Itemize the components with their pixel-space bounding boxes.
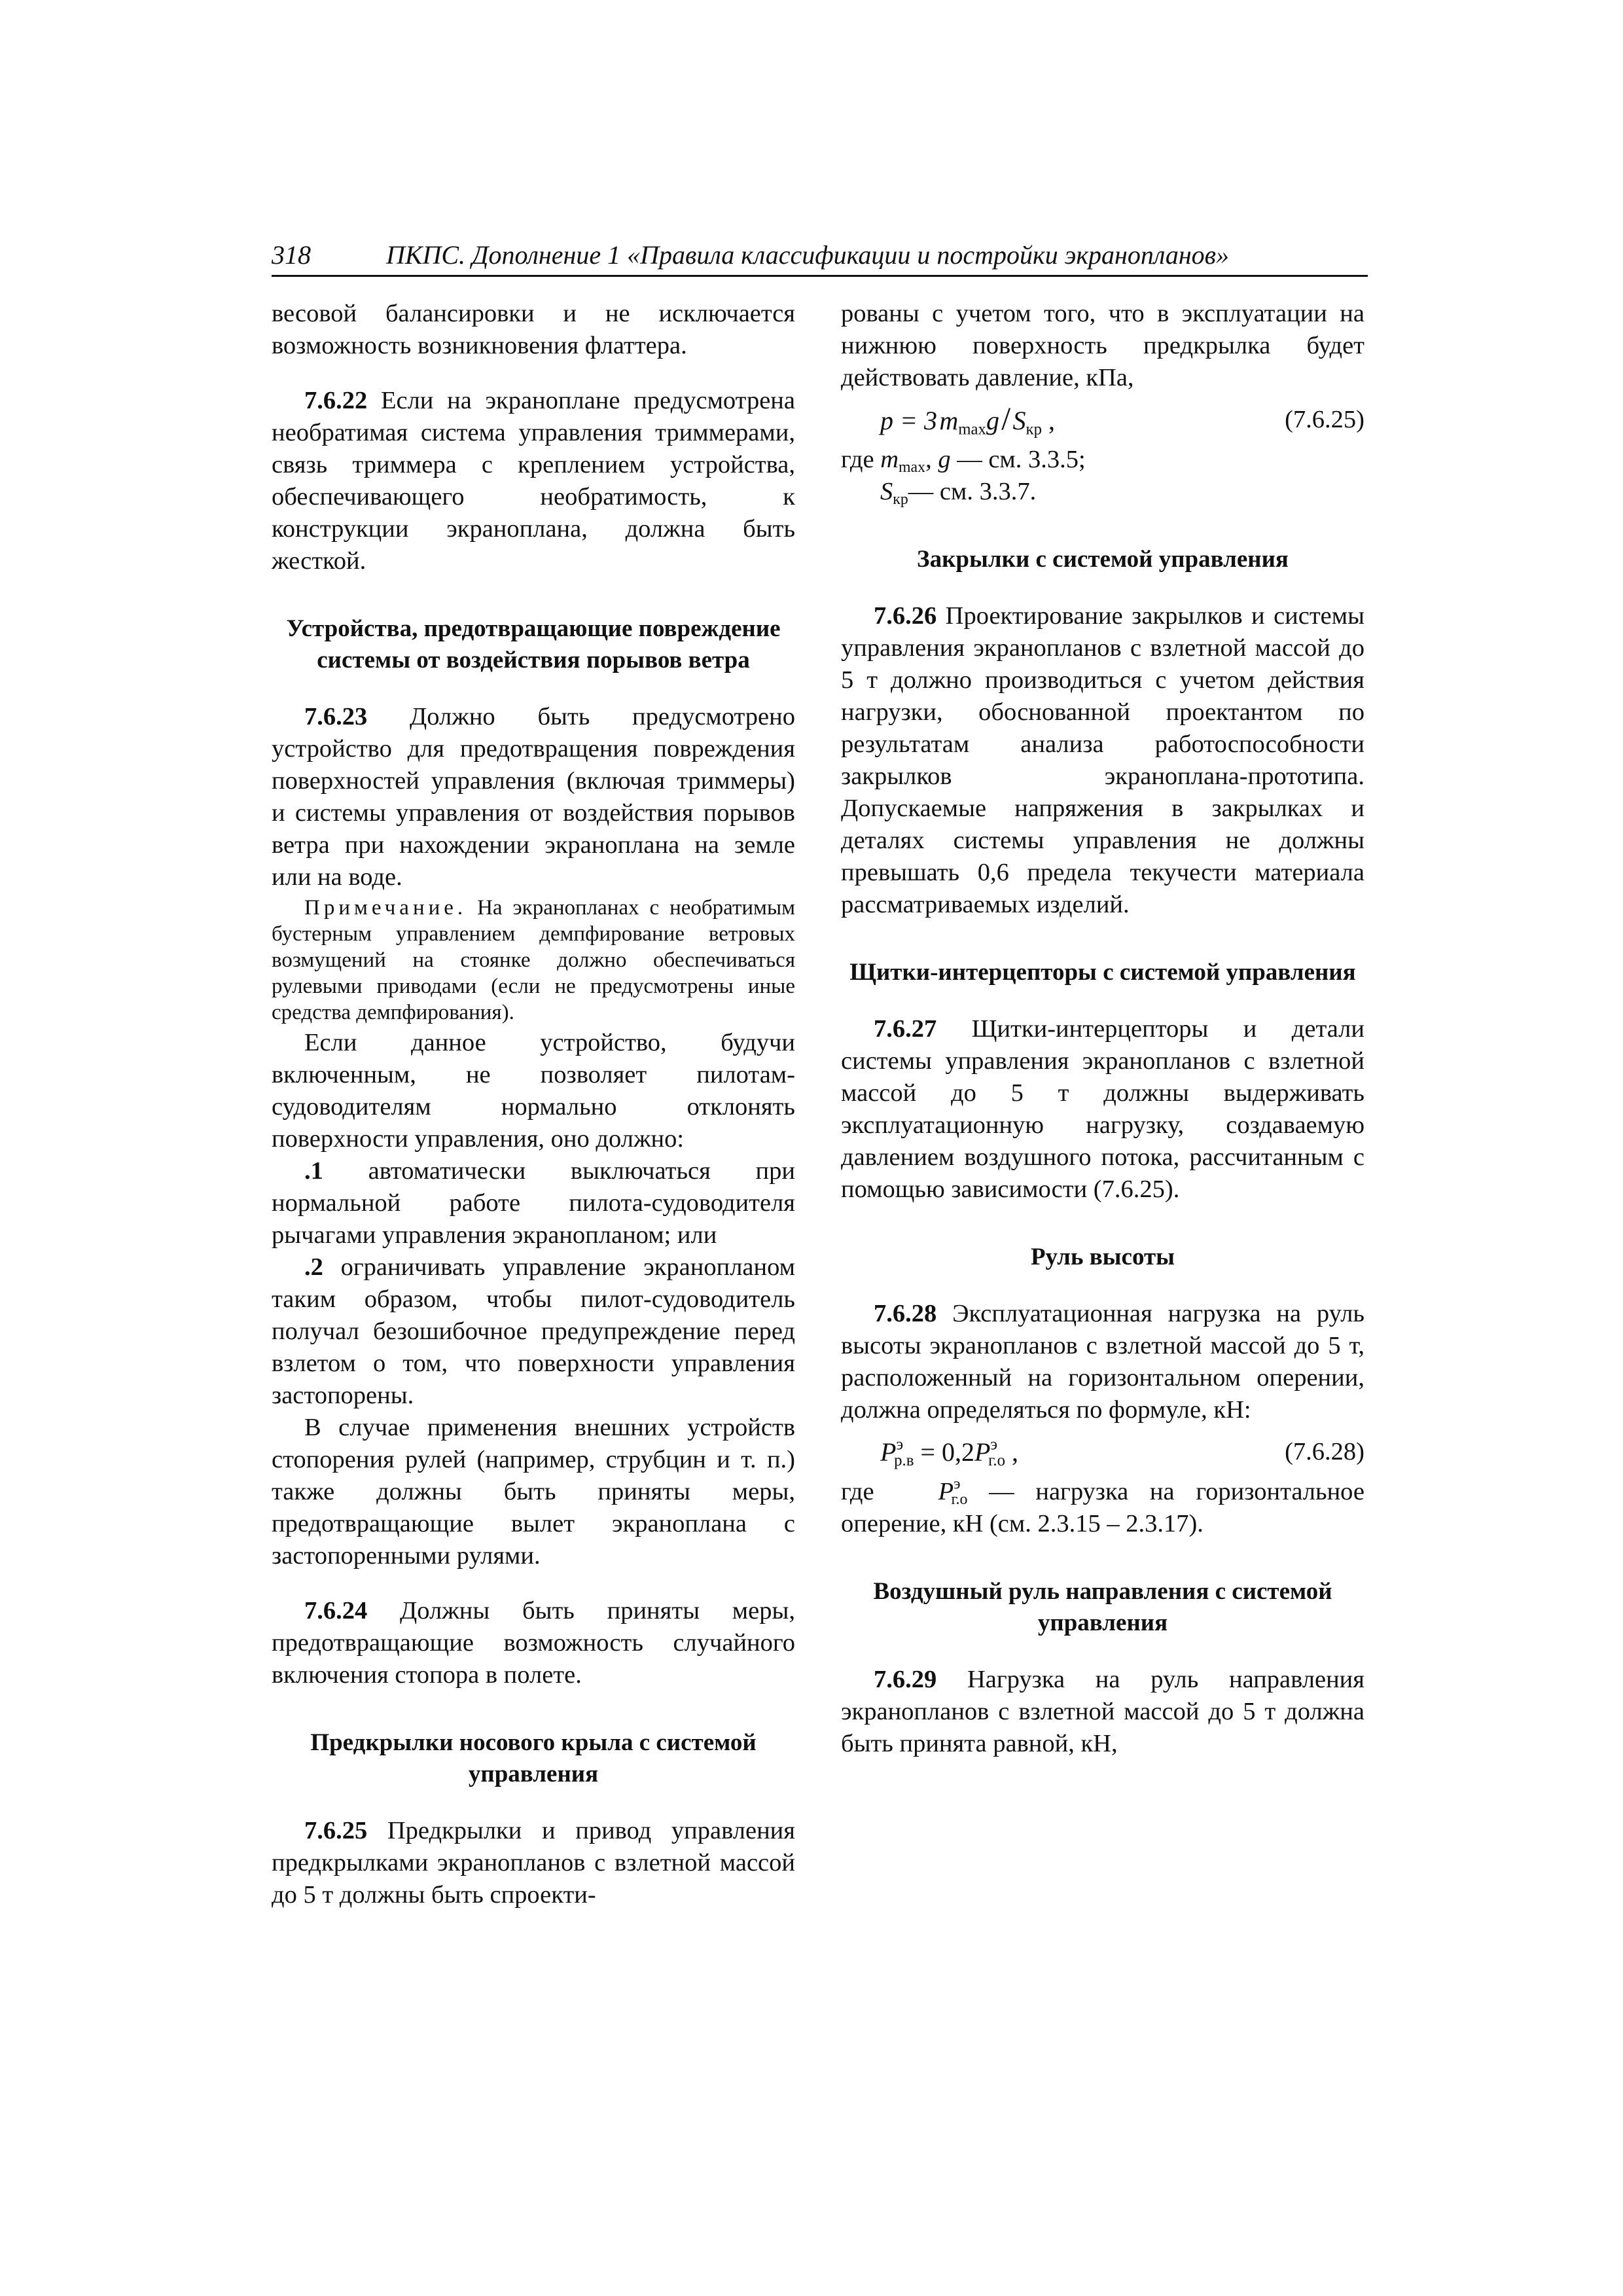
item-text: ограничивать управление экранопланом таким образом, чтобы пилот-судоводитель получал безошибочное предупреждение перед взлетом о том, что поверхности управления застопорены. [272, 1253, 795, 1409]
clause-7-6-22 [272, 385, 795, 577]
section-heading-gust: Устройства, предотвращающие повреждение системы от воздействия порывов ветра [286, 615, 781, 673]
section-heading-flaps: Закрылки с системой управления [917, 546, 1289, 573]
clause-number: 7.6.24 [304, 1597, 368, 1624]
list-item-2 [272, 1251, 795, 1412]
page-number: 318 [272, 240, 311, 270]
item-number: .2 [304, 1253, 323, 1281]
item-number: .1 [304, 1157, 323, 1185]
note-label: Примечание. [304, 896, 467, 920]
formula-where-1: где $m_{max}$, g — см. 3.3.5; [841, 446, 1086, 476]
clause-text: Щитки-интерцепторы и детали системы управления экранопланов с взлетной массой до 5 т должны выдерживать эксплуатационную нагрузку, создаваемую давлением воздушного потока, рассчитанным с помощью зависимости (7.6.25). [841, 1015, 1364, 1203]
clause-7-6-27 [841, 1013, 1364, 1206]
clause-7-6-25 [272, 1815, 795, 1911]
clause-7-6-29 [841, 1664, 1364, 1760]
item-text: автоматически выключаться при нормальной работе пилота-судоводителя рычагами управления экранопланом; или [272, 1157, 795, 1249]
section-heading-rudder: Воздушный руль направления с системой управления [873, 1578, 1332, 1636]
formula-where-3: где $P^э_{г.о}$ — нагрузка на горизонтальное оперение, кН (см. 2.3.15 – 2.3.17). [841, 1475, 1364, 1537]
header-rule [272, 275, 1368, 277]
note-text: На экранопланах с необратимым бустерным управлением демпфирование ветровых возмущений на стоянке должно обеспечиваться рулевыми приводами (если не предусмотрены иные средства демпфирования). [272, 896, 795, 1024]
where-text: — см. 3.3.7. [908, 478, 1037, 505]
where-text: — см. 3.3.5; [950, 446, 1086, 473]
clause-text: Нагрузка на руль направления экранопланов с взлетной массой до 5 т должна быть принята равной, кН, [841, 1666, 1364, 1757]
clause-7-6-28 [841, 1298, 1364, 1426]
clause-number: 7.6.26 [874, 602, 937, 630]
clause-number: 7.6.29 [874, 1666, 937, 1693]
section-heading-spoilers: Щитки-интерцепторы с системой управления [849, 959, 1356, 986]
running-header [272, 239, 1368, 272]
formula-where-2: $S_{кр}—$ см. 3.3.7. [880, 478, 1037, 509]
clause-number: 7.6.23 [304, 703, 368, 730]
clause-number: 7.6.27 [874, 1015, 937, 1043]
where-text: — нагрузка на горизонтальное оперение, кН (см. 2.3.15 – 2.3.17). [841, 1478, 1364, 1537]
running-title: ПКПС. Дополнение 1 «Правила классификации и постройки экранопланов» [386, 240, 1230, 270]
formula-7-6-28 [841, 1431, 1364, 1472]
section-heading-elevator: Руль высоты [1030, 1244, 1175, 1270]
list-item-1 [272, 1155, 795, 1251]
right-column [841, 298, 1364, 1760]
clause-number: 7.6.25 [304, 1817, 368, 1844]
formula-expression: p = 3 $m_{max}g$ / $S_{кр}$ , [880, 400, 1055, 439]
paragraph-external-locks: В случае применения внешних устройств стопорения рулей (например, струбцин и т. п.) также должны быть приняты меры, предотвращающие вылет экраноплана с застопоренными рулями. [272, 1414, 795, 1570]
clause-text: Предкрылки и привод управления предкрылками экранопланов с взлетной массой до 5 т должны быть спроекти- [272, 1817, 795, 1909]
formula-7-6-25 [841, 399, 1364, 440]
paragraph-continued: весовой балансировки и не исключается возможность возникновения флаттера. [272, 300, 795, 359]
section-heading-slats: Предкрылки носового крыла с системой управления [310, 1729, 757, 1787]
clause-text: Проектирование закрылков и системы управления экранопланов с взлетной массой до 5 т должно производиться с учетом действия нагрузки, обоснованной проектантом по результатам анализа работоспособности закрылков экраноплана-прототипа. Допускаемые напряжения в закрылках и деталях системы управления не должны превышать 0,6 предела текучести материала рассматриваемых изделий. [841, 602, 1364, 918]
clause-text: Эксплуатационная нагрузка на руль высоты экранопланов с взлетной массой до 5 т, расположенный на горизонтальном оперении, должна определяться по формуле, кН: [841, 1300, 1364, 1424]
clause-7-6-26 [841, 600, 1364, 921]
clause-text: Должно быть предусмотрено устройство для предотвращения повреждения поверхностей управления (включая триммеры) и системы управления от воздействия порывов ветра при нахождении экраноплана на земле или на воде. [272, 703, 795, 891]
note [272, 895, 795, 1026]
clause-number: 7.6.28 [874, 1300, 937, 1327]
paragraph-if: Если данное устройство, будучи включенным, не позволяет пилотам-судоводителям нормально отклонять поверхности управления, оно должно: [272, 1029, 795, 1153]
formula-number: (7.6.28) [1285, 1437, 1364, 1465]
clause-7-6-24 [272, 1595, 795, 1691]
clause-number: 7.6.22 [304, 387, 368, 414]
formula-number: (7.6.25) [1285, 405, 1364, 433]
left-column [272, 298, 795, 1911]
formula-expression: $P^э_{р.в} = 0,2P^э_{г.о}$ , [880, 1435, 1019, 1469]
paragraph-continued: рованы с учетом того, что в эксплуатации на нижнюю поверхность предкрылка будет действовать давление, кПа, [841, 300, 1364, 391]
clause-text: Должны быть приняты меры, предотвращающие возможность случайного включения стопора в полете. [272, 1597, 795, 1689]
clause-7-6-23 [272, 701, 795, 893]
clause-text: Если на экраноплане предусмотрена необратимая система управления триммерами, связь триммера с креплением устройства, обеспечивающего необратимость, к конструкции экраноплана, должна быть жесткой. [272, 387, 795, 575]
